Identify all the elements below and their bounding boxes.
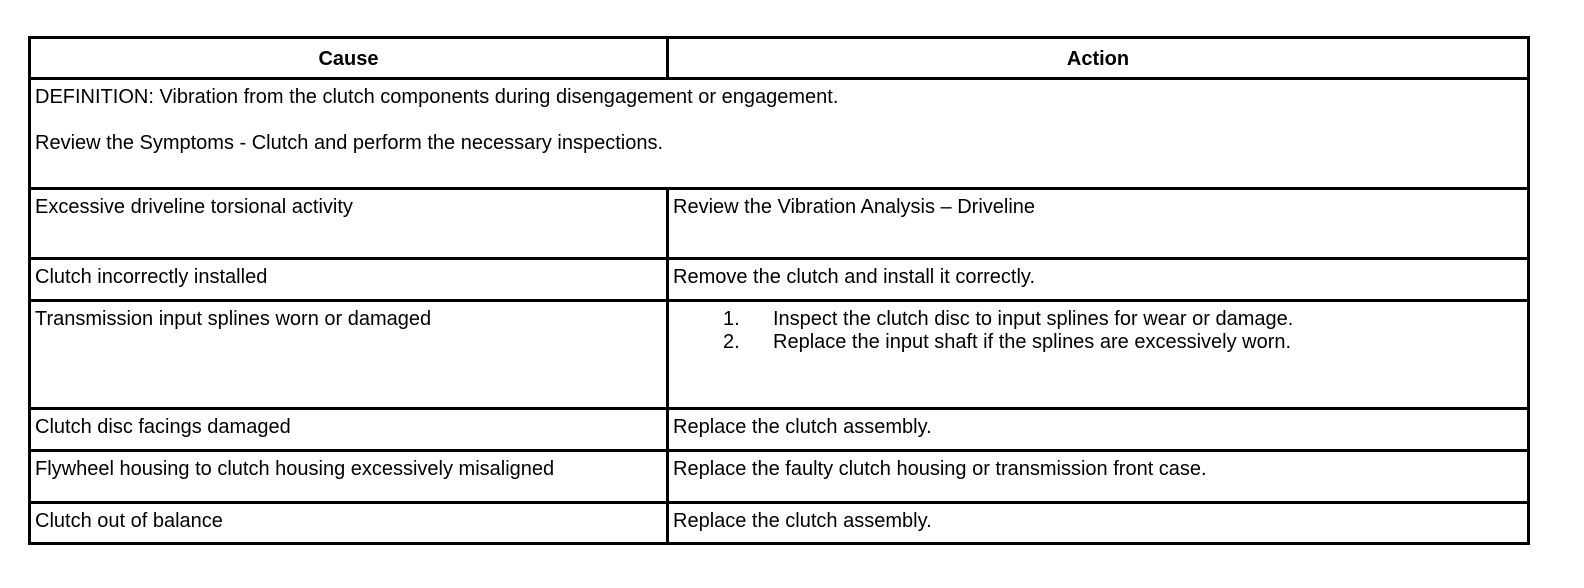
- table-row: [30, 259, 1529, 301]
- table-row: [30, 451, 1529, 503]
- table-row: [30, 409, 1529, 451]
- table-row: [30, 189, 1529, 259]
- step-text: Replace the input shaft if the splines are excessively worn.: [773, 331, 1292, 353]
- action-steps-list: [673, 308, 1523, 354]
- step-text: Inspect the clutch disc to input splines for wear or damage.: [773, 308, 1294, 330]
- step-number: 1.: [723, 308, 740, 330]
- action-cell: Replace the faulty clutch housing or transmission front case.: [668, 451, 1529, 503]
- action-cell: Replace the clutch assembly.: [668, 409, 1529, 451]
- definition-row: [30, 79, 1529, 189]
- action-cell: Review the Vibration Analysis – Driveline: [668, 189, 1529, 259]
- action-cell: [668, 301, 1529, 409]
- step-number: 2.: [723, 331, 740, 353]
- column-header-cause: Cause: [30, 38, 668, 79]
- definition-cell: [30, 79, 1529, 189]
- definition-text: DEFINITION: Vibration from the clutch components during disengagement or engagement.: [35, 86, 839, 108]
- table-row: [30, 503, 1529, 544]
- cause-cell: Clutch out of balance: [30, 503, 668, 544]
- table-row: [30, 301, 1529, 409]
- cause-cell: Clutch disc facings damaged: [30, 409, 668, 451]
- action-cell: Replace the clutch assembly.: [668, 503, 1529, 544]
- action-step: [723, 308, 1523, 331]
- action-cell: Remove the clutch and install it correctly.: [668, 259, 1529, 301]
- cause-cell: Excessive driveline torsional activity: [30, 189, 668, 259]
- cause-cell: Clutch incorrectly installed: [30, 259, 668, 301]
- column-header-action: Action: [668, 38, 1529, 79]
- cause-cell: Transmission input splines worn or damaged: [30, 301, 668, 409]
- action-step: [723, 331, 1523, 354]
- cause-cell: Flywheel housing to clutch housing excessively misaligned: [30, 451, 668, 503]
- definition-instruction: Review the Symptoms - Clutch and perform the necessary inspections.: [35, 132, 664, 154]
- diagnostic-table: [28, 36, 1530, 545]
- definition-spacer: [35, 109, 1523, 132]
- table-header-row: [30, 38, 1529, 79]
